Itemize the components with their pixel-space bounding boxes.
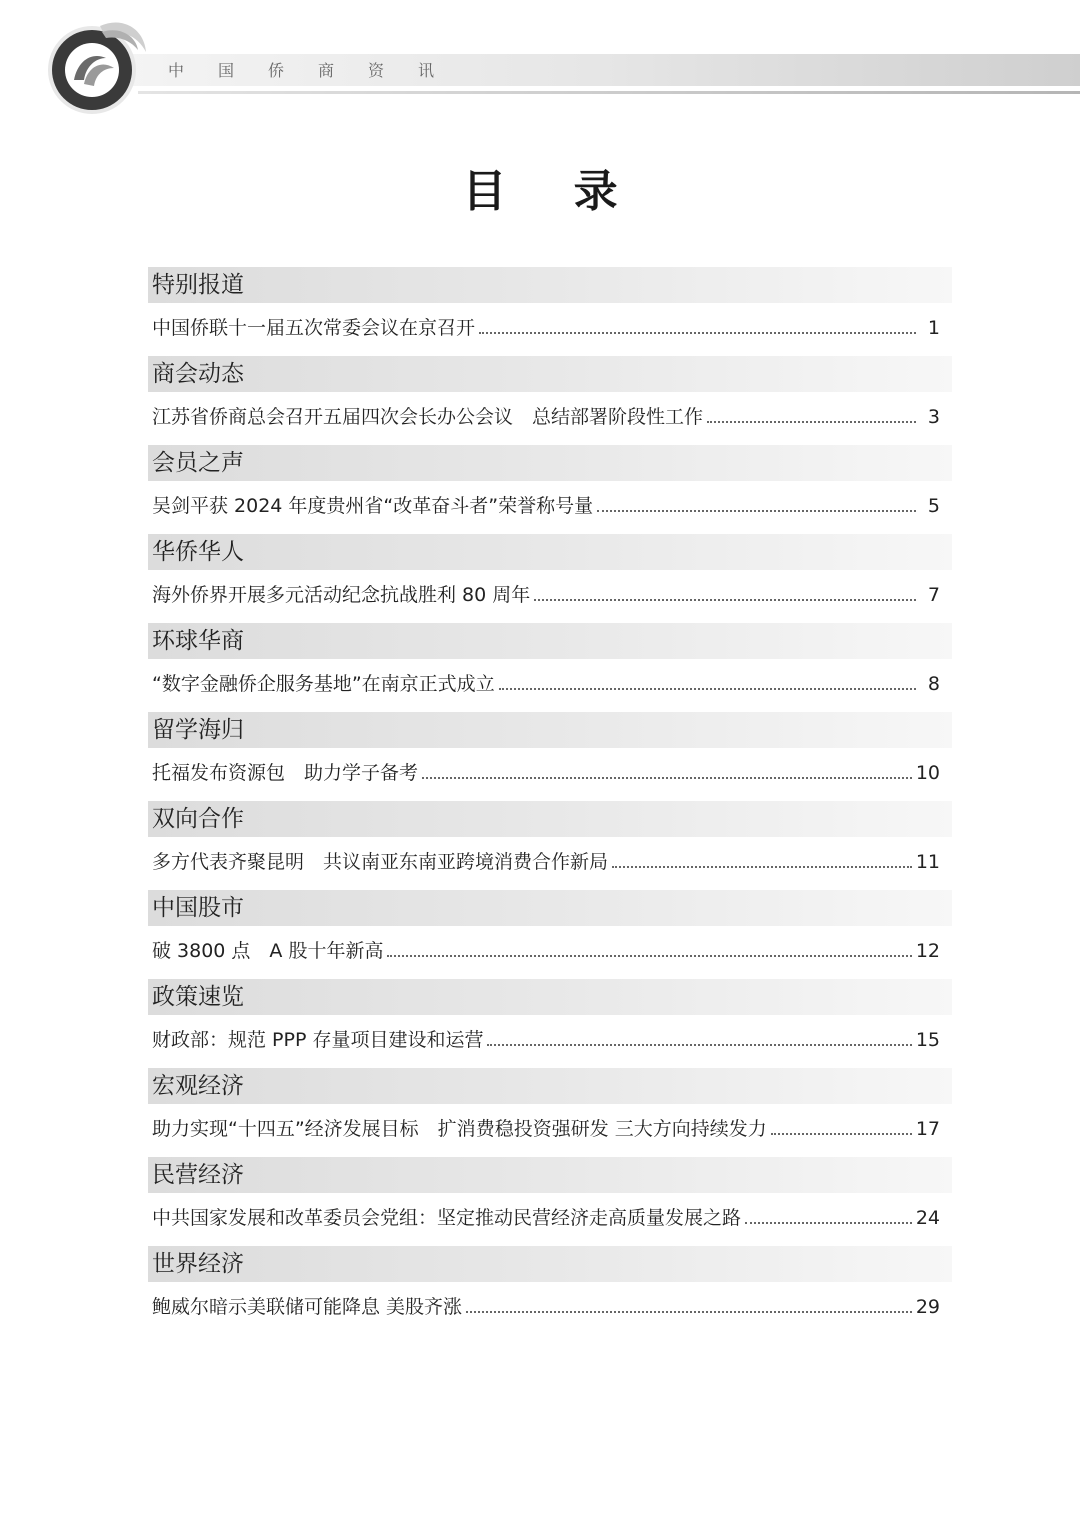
toc-section [148, 801, 952, 877]
section-header: 留学海归 [148, 712, 952, 748]
entry-title: “数字金融侨企服务基地”在南京正式成立 [152, 673, 495, 695]
toc-entry[interactable] [148, 936, 952, 966]
section-header: 世界经济 [148, 1246, 952, 1282]
entry-title: 吴剑平获 2024 年度贵州省“改革奋斗者”荣誉称号量 [152, 495, 594, 517]
publication-char: 国 [218, 61, 235, 80]
dot-leader [422, 776, 912, 779]
entry-title: 托福发布资源包 助力学子备考 [152, 762, 419, 784]
publication-char: 中 [168, 61, 185, 80]
page-number: 10 [915, 762, 940, 784]
toc-entry[interactable] [148, 1114, 952, 1144]
dot-leader [487, 1043, 911, 1046]
toc-section [148, 1246, 952, 1322]
header-rule [138, 91, 1080, 94]
publication-char: 资 [368, 61, 385, 80]
logo-emblem-icon [40, 8, 152, 120]
page-number: 1 [927, 317, 940, 339]
page-number: 12 [915, 940, 940, 962]
toc-entry[interactable] [148, 1292, 952, 1322]
page-number: 29 [915, 1296, 940, 1318]
toc-section [148, 890, 952, 966]
toc-section [148, 712, 952, 788]
toc-entry[interactable] [148, 402, 952, 432]
entry-title: 鲍威尔暗示美联储可能降息 美股齐涨 [152, 1296, 463, 1318]
section-header: 商会动态 [148, 356, 952, 392]
entry-title: 财政部：规范 PPP 存量项目建设和运营 [152, 1029, 484, 1051]
dot-leader [612, 865, 912, 868]
entry-title: 中共国家发展和改革委员会党组：坚定推动民营经济走高质量发展之路 [152, 1207, 742, 1229]
dot-leader [745, 1221, 912, 1224]
entry-title: 海外侨界开展多元活动纪念抗战胜利 80 周年 [152, 584, 531, 606]
section-header: 政策速览 [148, 979, 952, 1015]
page-number: 17 [915, 1118, 940, 1140]
page-number: 7 [927, 584, 940, 606]
section-header: 环球华商 [148, 623, 952, 659]
toc-entry[interactable] [148, 313, 952, 343]
section-header: 民营经济 [148, 1157, 952, 1193]
toc-section [148, 623, 952, 699]
toc-section [148, 1157, 952, 1233]
publication-char: 侨 [268, 61, 285, 80]
dot-leader [534, 598, 916, 601]
toc-entry[interactable] [148, 580, 952, 610]
publication-char: 商 [318, 61, 335, 80]
toc-section [148, 534, 952, 610]
publication-char: 讯 [418, 61, 435, 80]
section-header: 华侨华人 [148, 534, 952, 570]
toc-entry[interactable] [148, 847, 952, 877]
publication-name [168, 60, 468, 82]
dot-leader [499, 687, 916, 690]
entry-title: 多方代表齐聚昆明 共议南亚东南亚跨境消费合作新局 [152, 851, 609, 873]
toc-entry[interactable] [148, 669, 952, 699]
dot-leader [387, 954, 911, 957]
dot-leader [707, 420, 916, 423]
table-of-contents [148, 267, 952, 1335]
toc-entry[interactable] [148, 1025, 952, 1055]
section-header: 双向合作 [148, 801, 952, 837]
page-number: 8 [927, 673, 940, 695]
toc-entry[interactable] [148, 758, 952, 788]
toc-entry[interactable] [148, 1203, 952, 1233]
entry-title: 中国侨联十一届五次常委会议在京召开 [152, 317, 476, 339]
dot-leader [771, 1132, 912, 1135]
organization-logo [40, 8, 152, 120]
page-number: 15 [915, 1029, 940, 1051]
toc-entry[interactable] [148, 491, 952, 521]
dot-leader [597, 509, 916, 512]
page-title: 目 录 [462, 166, 644, 217]
entry-title: 破 3800 点 A 股十年新高 [152, 940, 384, 962]
section-header: 中国股市 [148, 890, 952, 926]
dot-leader [479, 331, 916, 334]
page-number: 5 [927, 495, 940, 517]
section-header: 会员之声 [148, 445, 952, 481]
page-number: 24 [915, 1207, 940, 1229]
toc-section [148, 267, 952, 343]
toc-section [148, 445, 952, 521]
page-number: 3 [927, 406, 940, 428]
page-number: 11 [915, 851, 940, 873]
toc-section [148, 356, 952, 432]
toc-section [148, 1068, 952, 1144]
toc-section [148, 979, 952, 1055]
section-header: 宏观经济 [148, 1068, 952, 1104]
dot-leader [466, 1310, 912, 1313]
entry-title: 江苏省侨商总会召开五届四次会长办公会议 总结部署阶段性工作 [152, 406, 704, 428]
section-header: 特别报道 [148, 267, 952, 303]
entry-title: 助力实现“十四五”经济发展目标 扩消费稳投资强研发 三大方向持续发力 [152, 1118, 767, 1140]
